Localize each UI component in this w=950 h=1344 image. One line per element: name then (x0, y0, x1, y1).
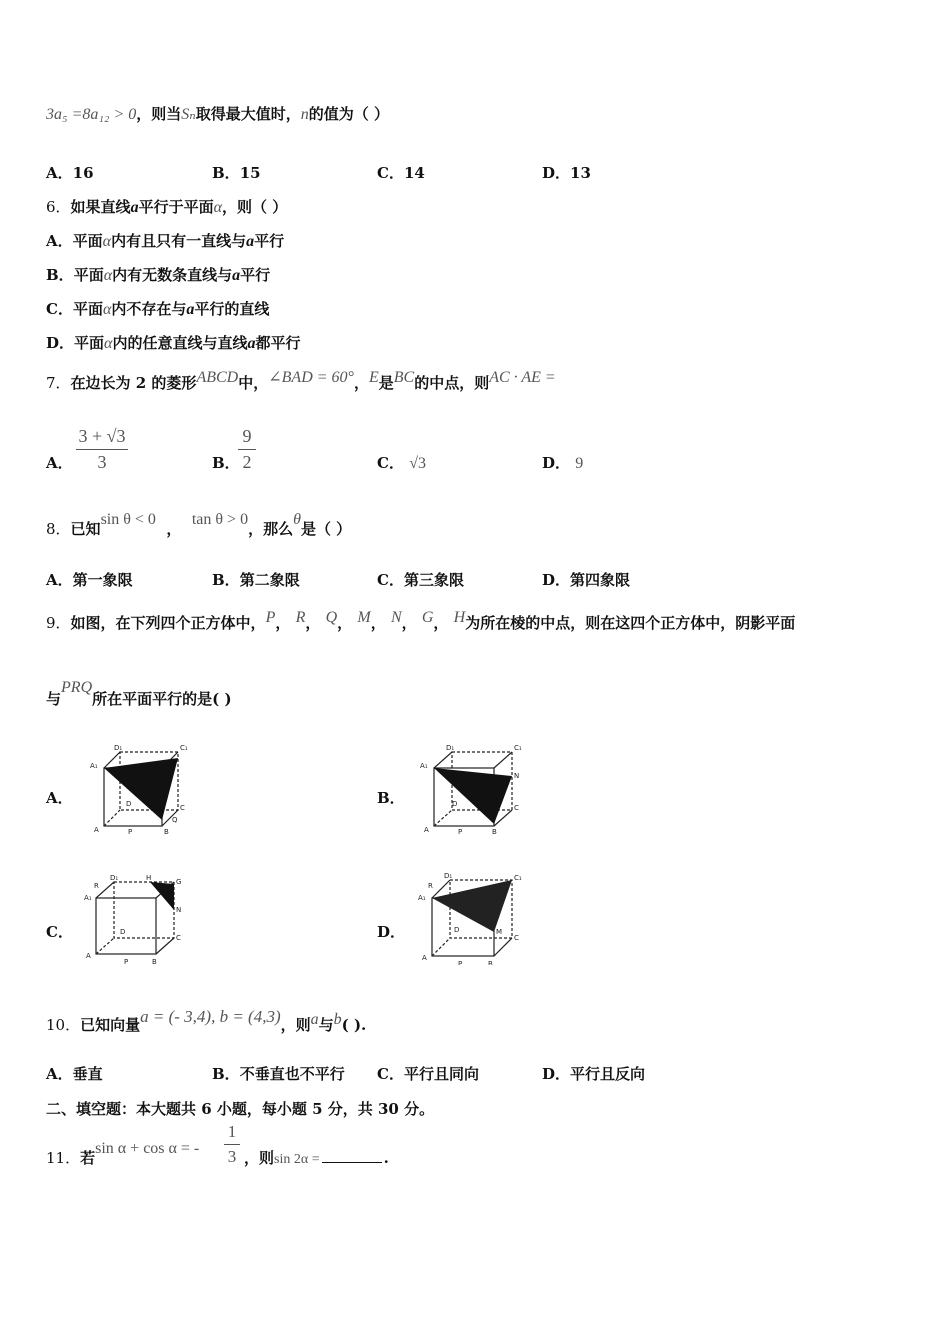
q9-cube-d (416, 870, 531, 965)
svg-text:A: A (424, 826, 429, 834)
q5-option-a[interactable]: A．16 (46, 164, 94, 182)
q11-stem-2: ，则sin 2α = . (244, 1149, 389, 1167)
q5-option-d[interactable]: D．13 (542, 164, 591, 182)
q9-stem: 9．如图，在下列四个正方体中，P， R， Q， M， N， G， H为所在棱的中点，则在这四个正方体中，阴影平面 (46, 609, 796, 632)
q7-option-c[interactable]: C． √3 (377, 454, 426, 472)
q9-option-a[interactable]: A． (46, 789, 73, 807)
svg-text:A: A (422, 954, 427, 962)
svg-text:P: P (124, 958, 129, 965)
svg-text:B: B (492, 828, 497, 835)
svg-text:Q: Q (172, 816, 178, 824)
q9-stem-2: 与PRQ所在平面平行的是( ) (46, 679, 232, 708)
svg-text:H: H (146, 874, 152, 882)
q10-option-a[interactable]: A．垂直 (46, 1065, 103, 1083)
svg-text:B: B (152, 958, 157, 965)
svg-text:C: C (180, 804, 185, 812)
svg-text:A: A (94, 826, 99, 834)
q6-stem: 6．如果直线a平行于平面α，则（ ） (46, 198, 288, 216)
q9-cube-b (416, 740, 531, 835)
svg-text:M: M (496, 928, 503, 936)
svg-text:R: R (94, 882, 99, 890)
q5-n: n (300, 106, 309, 123)
q5-option-b[interactable]: B．15 (212, 164, 261, 182)
svg-text:C: C (176, 934, 181, 942)
svg-text:N: N (176, 906, 182, 914)
svg-text:B: B (164, 828, 169, 835)
svg-text:N: N (514, 772, 520, 780)
svg-text:G: G (176, 878, 182, 886)
q9-cube-a (86, 740, 196, 835)
q10-option-d[interactable]: D．平行且反向 (542, 1065, 646, 1083)
svg-text:D₁: D₁ (444, 872, 453, 880)
q5-text-3: 的值为（ ） (308, 105, 390, 123)
svg-text:D: D (454, 926, 460, 934)
q8-stem: 8．已知sin θ < 0 ， tan θ > 0，那么θ是（ ） (46, 511, 352, 538)
svg-text:A₁: A₁ (84, 894, 92, 902)
svg-text:D₁: D₁ (110, 874, 119, 882)
svg-text:D: D (452, 800, 458, 808)
q5-option-c[interactable]: C．14 (377, 164, 425, 182)
q7-option-a-fraction: 3 + √3 3 (76, 426, 128, 473)
q10-option-b[interactable]: B．不垂直也不平行 (212, 1065, 345, 1083)
q6-option-c[interactable]: C．平面α内不存在与a平行的直线 (46, 300, 270, 318)
section-2-heading: 二、填空题：本大题共 6 小题，每小题 5 分，共 30 分。 (46, 1100, 435, 1118)
q7-stem: 7．在边长为 2 的菱形ABCD中，∠BAD = 60°，E是BC的中点，则AC · AE = (46, 369, 556, 392)
q6-number: 6． (46, 198, 71, 216)
q11-stem: 11．若sin α + cos α = - (46, 1140, 200, 1167)
q5-condition: 3a₅ =8a₁₂ > 0 (46, 106, 137, 123)
svg-text:A: A (86, 952, 91, 960)
q7-option-a[interactable]: A． (46, 454, 73, 472)
q6-option-d[interactable]: D．平面α内的任意直线与直线a都平行 (46, 334, 301, 352)
q6-option-a[interactable]: A．平面α内有且只有一直线与a平行 (46, 232, 285, 250)
svg-text:P: P (458, 960, 463, 965)
q5-stem (46, 103, 389, 124)
q7-option-b[interactable]: B． (212, 454, 240, 472)
svg-text:A₁: A₁ (420, 762, 428, 770)
q8-option-a[interactable]: A．第一象限 (46, 571, 133, 589)
svg-text:D₁: D₁ (114, 744, 123, 752)
q11-answer-blank[interactable] (322, 1162, 382, 1163)
q9-cube-c (80, 870, 195, 965)
q10-option-c[interactable]: C．平行且同向 (377, 1065, 479, 1083)
svg-text:C₁: C₁ (514, 874, 522, 882)
q9-option-b[interactable]: B． (377, 789, 405, 807)
svg-text:C: C (514, 934, 519, 942)
svg-text:P: P (128, 828, 133, 835)
svg-text:P: P (458, 828, 463, 835)
q9-option-d[interactable]: D． (377, 923, 406, 941)
q7-option-b-fraction: 9 2 (238, 426, 256, 473)
svg-text:C₁: C₁ (180, 744, 188, 752)
q5-text: ，则当 (136, 105, 182, 123)
q8-option-d[interactable]: D．第四象限 (542, 571, 631, 589)
q10-stem: 10．已知向量a = (- 3,4), b = (4,3)，则a与b( ). (46, 1007, 367, 1034)
svg-text:D₁: D₁ (446, 744, 455, 752)
svg-text:B: B (488, 960, 493, 965)
q8-option-b[interactable]: B．第二象限 (212, 571, 300, 589)
q11-fraction: 1 3 (224, 1122, 240, 1167)
svg-text:R: R (428, 882, 433, 890)
q8-option-c[interactable]: C．第三象限 (377, 571, 464, 589)
svg-text:C₁: C₁ (514, 744, 522, 752)
svg-text:A₁: A₁ (418, 894, 426, 902)
q6-option-b[interactable]: B．平面α内有无数条直线与a平行 (46, 266, 271, 284)
svg-text:D: D (126, 800, 132, 808)
q9-option-c[interactable]: C． (46, 923, 73, 941)
svg-text:A₁: A₁ (90, 762, 98, 770)
q5-sn: Sₙ (181, 106, 196, 123)
svg-text:D: D (120, 928, 126, 936)
q7-option-d[interactable]: D． 9 (542, 454, 584, 472)
q5-text-2: 取得最大值时， (195, 105, 301, 123)
svg-text:C: C (514, 804, 519, 812)
